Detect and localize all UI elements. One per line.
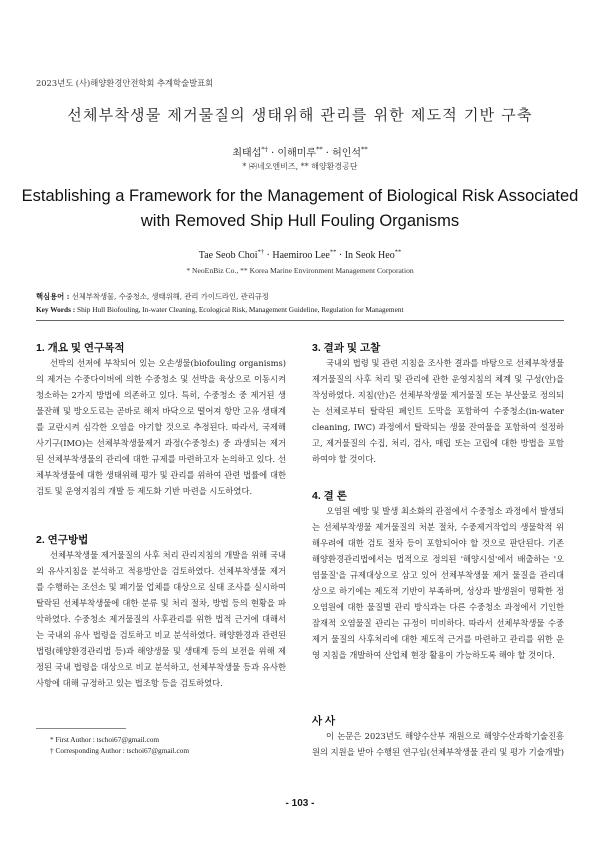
- korean-author-1-mark: *†: [261, 145, 268, 154]
- english-title-line-1: Establishing a Framework for the Management of Biological Risk Associated: [21, 187, 579, 205]
- section-5-body: 이 논문은 2023년도 해양수산부 재원으로 해양수산과학기술진흥원의 지원을 받아 수행된 연구임(선체부착생물 관리 및 평가 기술개발): [312, 731, 564, 757]
- english-title-line-2: with Removed Ship Hull Fouling Organisms: [140, 212, 460, 230]
- korean-title: 선체부착생물 제거물질의 생태위해 관리를 위한 제도적 기반 구축: [67, 106, 533, 124]
- footnote-divider: [36, 728, 126, 729]
- korean-affiliation: * ㈜네오엔비즈, ** 해양환경공단: [242, 162, 358, 171]
- korean-author-separator: ·: [267, 148, 278, 159]
- korean-keywords: [36, 292, 269, 302]
- page-number: - 103 -: [285, 798, 315, 809]
- korean-author-separator: ·: [322, 148, 333, 159]
- korean-author-2-mark: **: [316, 145, 323, 154]
- footnote-first-author: * First Author : tschoi67@gmail.com: [50, 735, 160, 744]
- keywords-divider: [36, 320, 564, 321]
- english-authors: [0, 250, 600, 261]
- english-affiliation: * NeoEnBiz Co., ** Korea Marine Environment Management Corporation: [186, 266, 414, 275]
- english-keywords-text: Ship Hull Biofouling, In-water Cleaning, Ecological Risk, Management Guideline, Regulation for Management: [75, 305, 404, 314]
- english-author-separator: ·: [264, 250, 273, 261]
- section-4-heading: 4. 결 론: [312, 490, 347, 502]
- english-author-3: In Seok Heo: [344, 250, 395, 261]
- english-author-3-mark: **: [394, 248, 402, 256]
- footnote-corresponding-author: † Corresponding Author : tschoi67@gmail.com: [50, 746, 190, 755]
- section-1-body: 선박의 선저에 부착되어 있는 오손생물(biofouling organisms)의 제거는 수중다이버에 의한 수중청소 및 선박을 육상으로 이동시켜 청소하는 2가지 방법에 의존하고 있다. 특히, 수중청소 중 제거된 생물잔해 및 방오도료는 곧바로 해저 바닥으로 떨어져 항만 고유 생태계를 교란시켜 심각한 오염을 야기할 것으로 추정된다. 따라서, 국제해사기구(IMO)는 선체부착생물제거 과정(수중청소) 중 과생되는 제거된 선체부착생물의 관리에 대한 규제를 마련하고자 논의하고 있다. 선체부착생물에 대한 생태위해 평가 및 관리를 위하여 관련 법률에 대한 검토 및 운영지침의 개발 등 제도화 기반 마련을 시도하였다.: [36, 358, 286, 496]
- section-4-body: 오염원 예방 및 발생 최소화의 관점에서 수중청소 과정에서 발생되는 선체부착생물 제거물질의 처분 절차, 수중제거작업의 생물학적 위해우려에 대한 검토 절차 등이 포함되어야 할 것으로 판단된다. 기존 해양환경관리법에서는 법적으로 정의된 '해양시설'에서 배출하는 '오염물질'을 규제대상으로 삼고 있어 선체부착생물 제거 물질을 관리대상으로 하기에는 제도적 기반이 부족하며, 성상과 발생원이 명확한 정오염원에 대한 물질별 관리 방식과는 다른 수중청소 과정에서 기인한 잠재적 오염물질 관리는 규정이 미비하다. 따라서 선체부착생물 수중제거 물질의 사후처리에 대한 제도적 근거를 마련하고 관리를 위한 운영 지침을 개발하여 산업체 현장 활용이 가능하도록 해야 할 것이다.: [312, 506, 564, 660]
- korean-authors: [0, 144, 600, 159]
- english-title: [0, 184, 600, 234]
- section-2-heading: 2. 연구방법: [36, 534, 89, 546]
- section-3-body: 국내외 법령 및 관련 지침을 조사한 결과를 바탕으로 선체부착생물 제거물질의 사후 처리 및 관리에 관한 운영지침의 체계 및 구성(안)을 작성하였다. 지침(안)은 선체부착생물 제거물질 또는 부산물로 정의되는 선체로부터 탈락된 페인트 도막을 포함하여 수중청소(in-water cleaning, IWC) 과정에서 탈락되는 생물 잔여물을 포함하여 설정하고, 제거물질의 수집, 처리, 검사, 매립 또는 고립에 대한 방법을 포함하여야 할 것이다.: [312, 358, 564, 464]
- korean-author-3: 허인석: [332, 148, 362, 159]
- english-author-separator: ·: [336, 250, 345, 261]
- section-5-heading: 사 사: [312, 715, 336, 727]
- section-1-heading: 1. 개요 및 연구목적: [36, 342, 125, 354]
- english-keywords-label: Key Words :: [36, 305, 76, 314]
- english-author-2: Haemiroo Lee: [272, 250, 330, 261]
- english-author-1-mark: *†: [257, 248, 265, 256]
- section-3-heading: 3. 결과 및 고찰: [312, 342, 381, 354]
- conference-header: 2023년도 (사)해양환경안전학회 추계학술발표회: [36, 78, 214, 88]
- korean-author-3-mark: **: [361, 145, 368, 154]
- korean-author-2: 이해미루: [277, 148, 317, 159]
- korean-author-1: 최태섭: [232, 148, 262, 159]
- english-author-1: Tae Seob Choi: [198, 250, 258, 261]
- korean-keywords-text: 선체부착생물, 수중청소, 생태위해, 관리 가이드라인, 관리규정: [69, 292, 269, 301]
- section-2-body: 선체부착생물 제거물질의 사후 처리 관리지침의 개발을 위해 국내외 유사지침을 분석하고 적용방안을 검토하였다. 선체부착생물 제거를 수행하는 조선소 및 폐기물 업체를 대상으로 실태 조사를 실시하여 탈락된 선체부착생물에 대한 분류 및 처리 절차, 방법 등의 현황을 파악하였다. 수중청소 제거물질의 사후관리를 위한 법적 근거에 대해서는 국내외 유사 법령을 검토하고 비교 분석하였다. 해양환경과 관련된 법령(해양환경관리법 등)과 해양생물 및 생태계 등의 보전을 위해 제정된 국내 법령을 대상으로 비교 분석하고, 선체부착생물 등과 유사한 사항에 대해 규정하고 있는 법조항 등을 검토하였다.: [36, 550, 286, 688]
- korean-keywords-label: 핵심용어 :: [36, 292, 70, 301]
- english-keywords: [36, 305, 404, 314]
- english-author-2-mark: **: [329, 248, 337, 256]
